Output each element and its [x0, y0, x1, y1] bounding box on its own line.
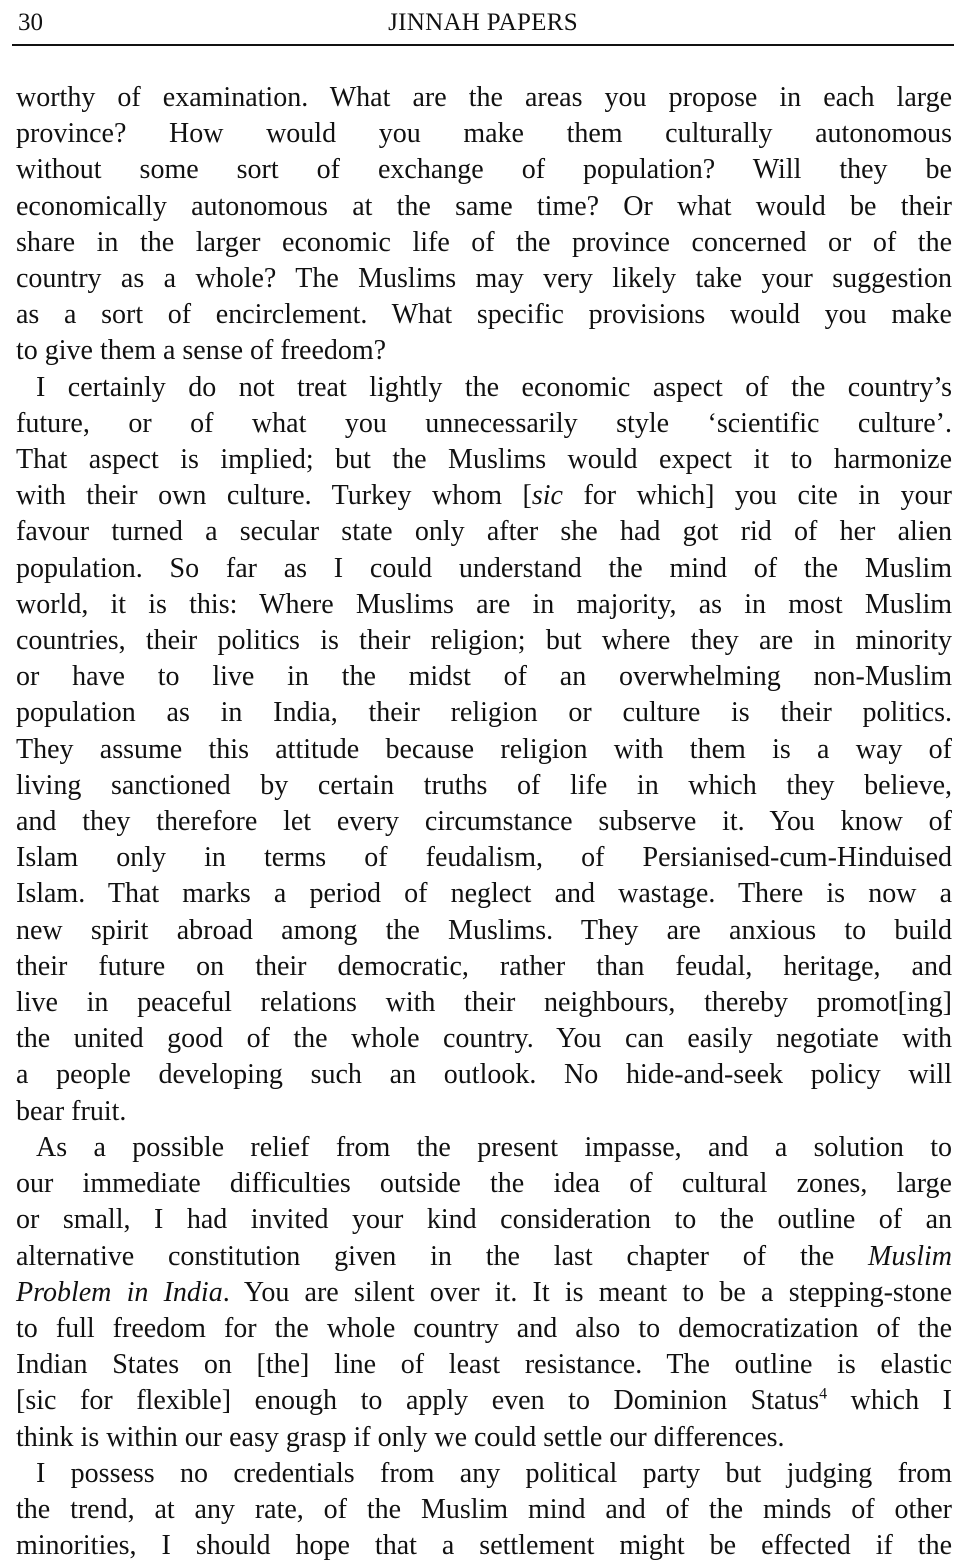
text-line: our immediate difficulties outside the idea of cultural zones, large — [16, 1168, 952, 1200]
text-line: future, or of what you unnecessarily style ‘scientific culture’. — [16, 407, 952, 439]
text-fragment: alternative constitution given in the last chapter of the — [16, 1240, 868, 1272]
text-line: I possess no credentials from any political party but judging from — [36, 1457, 952, 1489]
text-line: Islam only in terms of feudalism, of Persianised-cum-Hinduised — [16, 842, 952, 874]
text-line: new spirit abroad among the Muslims. They are anxious to build — [16, 914, 952, 946]
text-line: economically autonomous at the same time? Or what would be their — [16, 190, 952, 222]
text-line: and they therefore let every circumstance subserve it. You know of — [16, 806, 952, 838]
text-line: province? How would you make them culturally autonomous — [16, 118, 952, 150]
text-line: bear fruit. — [16, 1095, 127, 1127]
text-line: world, it is this: Where Muslims are in majority, as in most Muslim — [16, 588, 952, 620]
paragraph-1 — [16, 80, 952, 370]
text-line: or small, I had invited your kind consideration to the outline of an — [16, 1204, 952, 1236]
paragraph-4 — [16, 1456, 952, 1564]
text-line: worthy of examination. What are the areas you propose in each large — [16, 82, 952, 113]
text-line: minorities, I should hope that a settlement might be effected if the — [16, 1530, 952, 1562]
text-line: or have to live in the midst of an overwhelming non-Muslim — [16, 661, 952, 693]
text-fragment: for which] you cite in your — [562, 480, 952, 512]
text-line: as a sort of encirclement. What specific provisions would you make — [16, 299, 952, 331]
text-line: Indian States on [the] line of least resistance. The outline is elastic — [16, 1349, 952, 1381]
paragraph-2 — [16, 370, 952, 1130]
footnote-marker: 4 — [819, 1385, 828, 1403]
page-number: 30 — [18, 9, 43, 36]
text-line — [16, 1383, 952, 1419]
book-title-italic: Muslim — [868, 1240, 952, 1272]
text-line: without some sort of exchange of population? Will they be — [16, 154, 952, 186]
text-line: favour turned a secular state only after she had got rid of her alien — [16, 516, 952, 548]
sic-italic: sic — [531, 480, 563, 512]
text-fragment: which I — [827, 1385, 952, 1417]
text-line: I certainly do not treat lightly the economic aspect of the country’s — [36, 371, 952, 403]
paragraph-3 — [16, 1130, 952, 1456]
text-line: live in peaceful relations with their neighbours, thereby promot[ing] — [16, 987, 952, 1019]
text-fragment: with their own culture. Turkey whom [ — [16, 480, 532, 512]
text-fragment: [sic for flexible] enough to apply even to Dominion Status — [16, 1385, 820, 1417]
text-line — [16, 1275, 952, 1311]
text-line: to give them a sense of freedom? — [16, 335, 387, 367]
text-line: think is within our easy grasp if only we could settle our differences. — [16, 1421, 785, 1453]
text-line: to full freedom for the whole country and also to democratization of the — [16, 1312, 952, 1344]
book-title-italic: Problem in India — [16, 1276, 223, 1308]
text-line: country as a whole? The Muslims may very likely take your suggestion — [16, 263, 952, 295]
page-header — [12, 6, 954, 40]
text-line: As a possible relief from the present impasse, and a solution to — [36, 1131, 952, 1163]
text-line: Islam. That marks a period of neglect and wastage. There is now a — [16, 878, 952, 910]
header-rule — [12, 44, 954, 46]
text-line: a people developing such an outlook. No hide-and-seek policy will — [16, 1059, 952, 1091]
text-line: the united good of the whole country. You can easily negotiate with — [16, 1023, 952, 1055]
text-line: share in the larger economic life of the province concerned or of the — [16, 226, 952, 258]
text-line: They assume this attitude because religion with them is a way of — [16, 733, 952, 765]
body-text — [16, 80, 952, 1564]
text-line — [16, 478, 952, 514]
text-line: their future on their democratic, rather than feudal, heritage, and — [16, 950, 952, 982]
text-line: That aspect is implied; but the Muslims would expect it to harmonize — [16, 444, 952, 476]
text-line: living sanctioned by certain truths of life in which they believe, — [16, 769, 952, 801]
text-line: population. So far as I could understand the mind of the Muslim — [16, 552, 952, 584]
text-fragment: . You are silent over it. It is meant to be a stepping-stone — [222, 1276, 953, 1308]
text-line — [16, 1239, 952, 1275]
text-line: countries, their politics is their religion; but where they are in minority — [16, 625, 952, 657]
text-line: population as in India, their religion or culture is their politics. — [16, 697, 952, 729]
running-head: JINNAH PAPERS — [388, 9, 578, 36]
text-line: the trend, at any rate, of the Muslim mind and of the minds of other — [16, 1493, 952, 1525]
